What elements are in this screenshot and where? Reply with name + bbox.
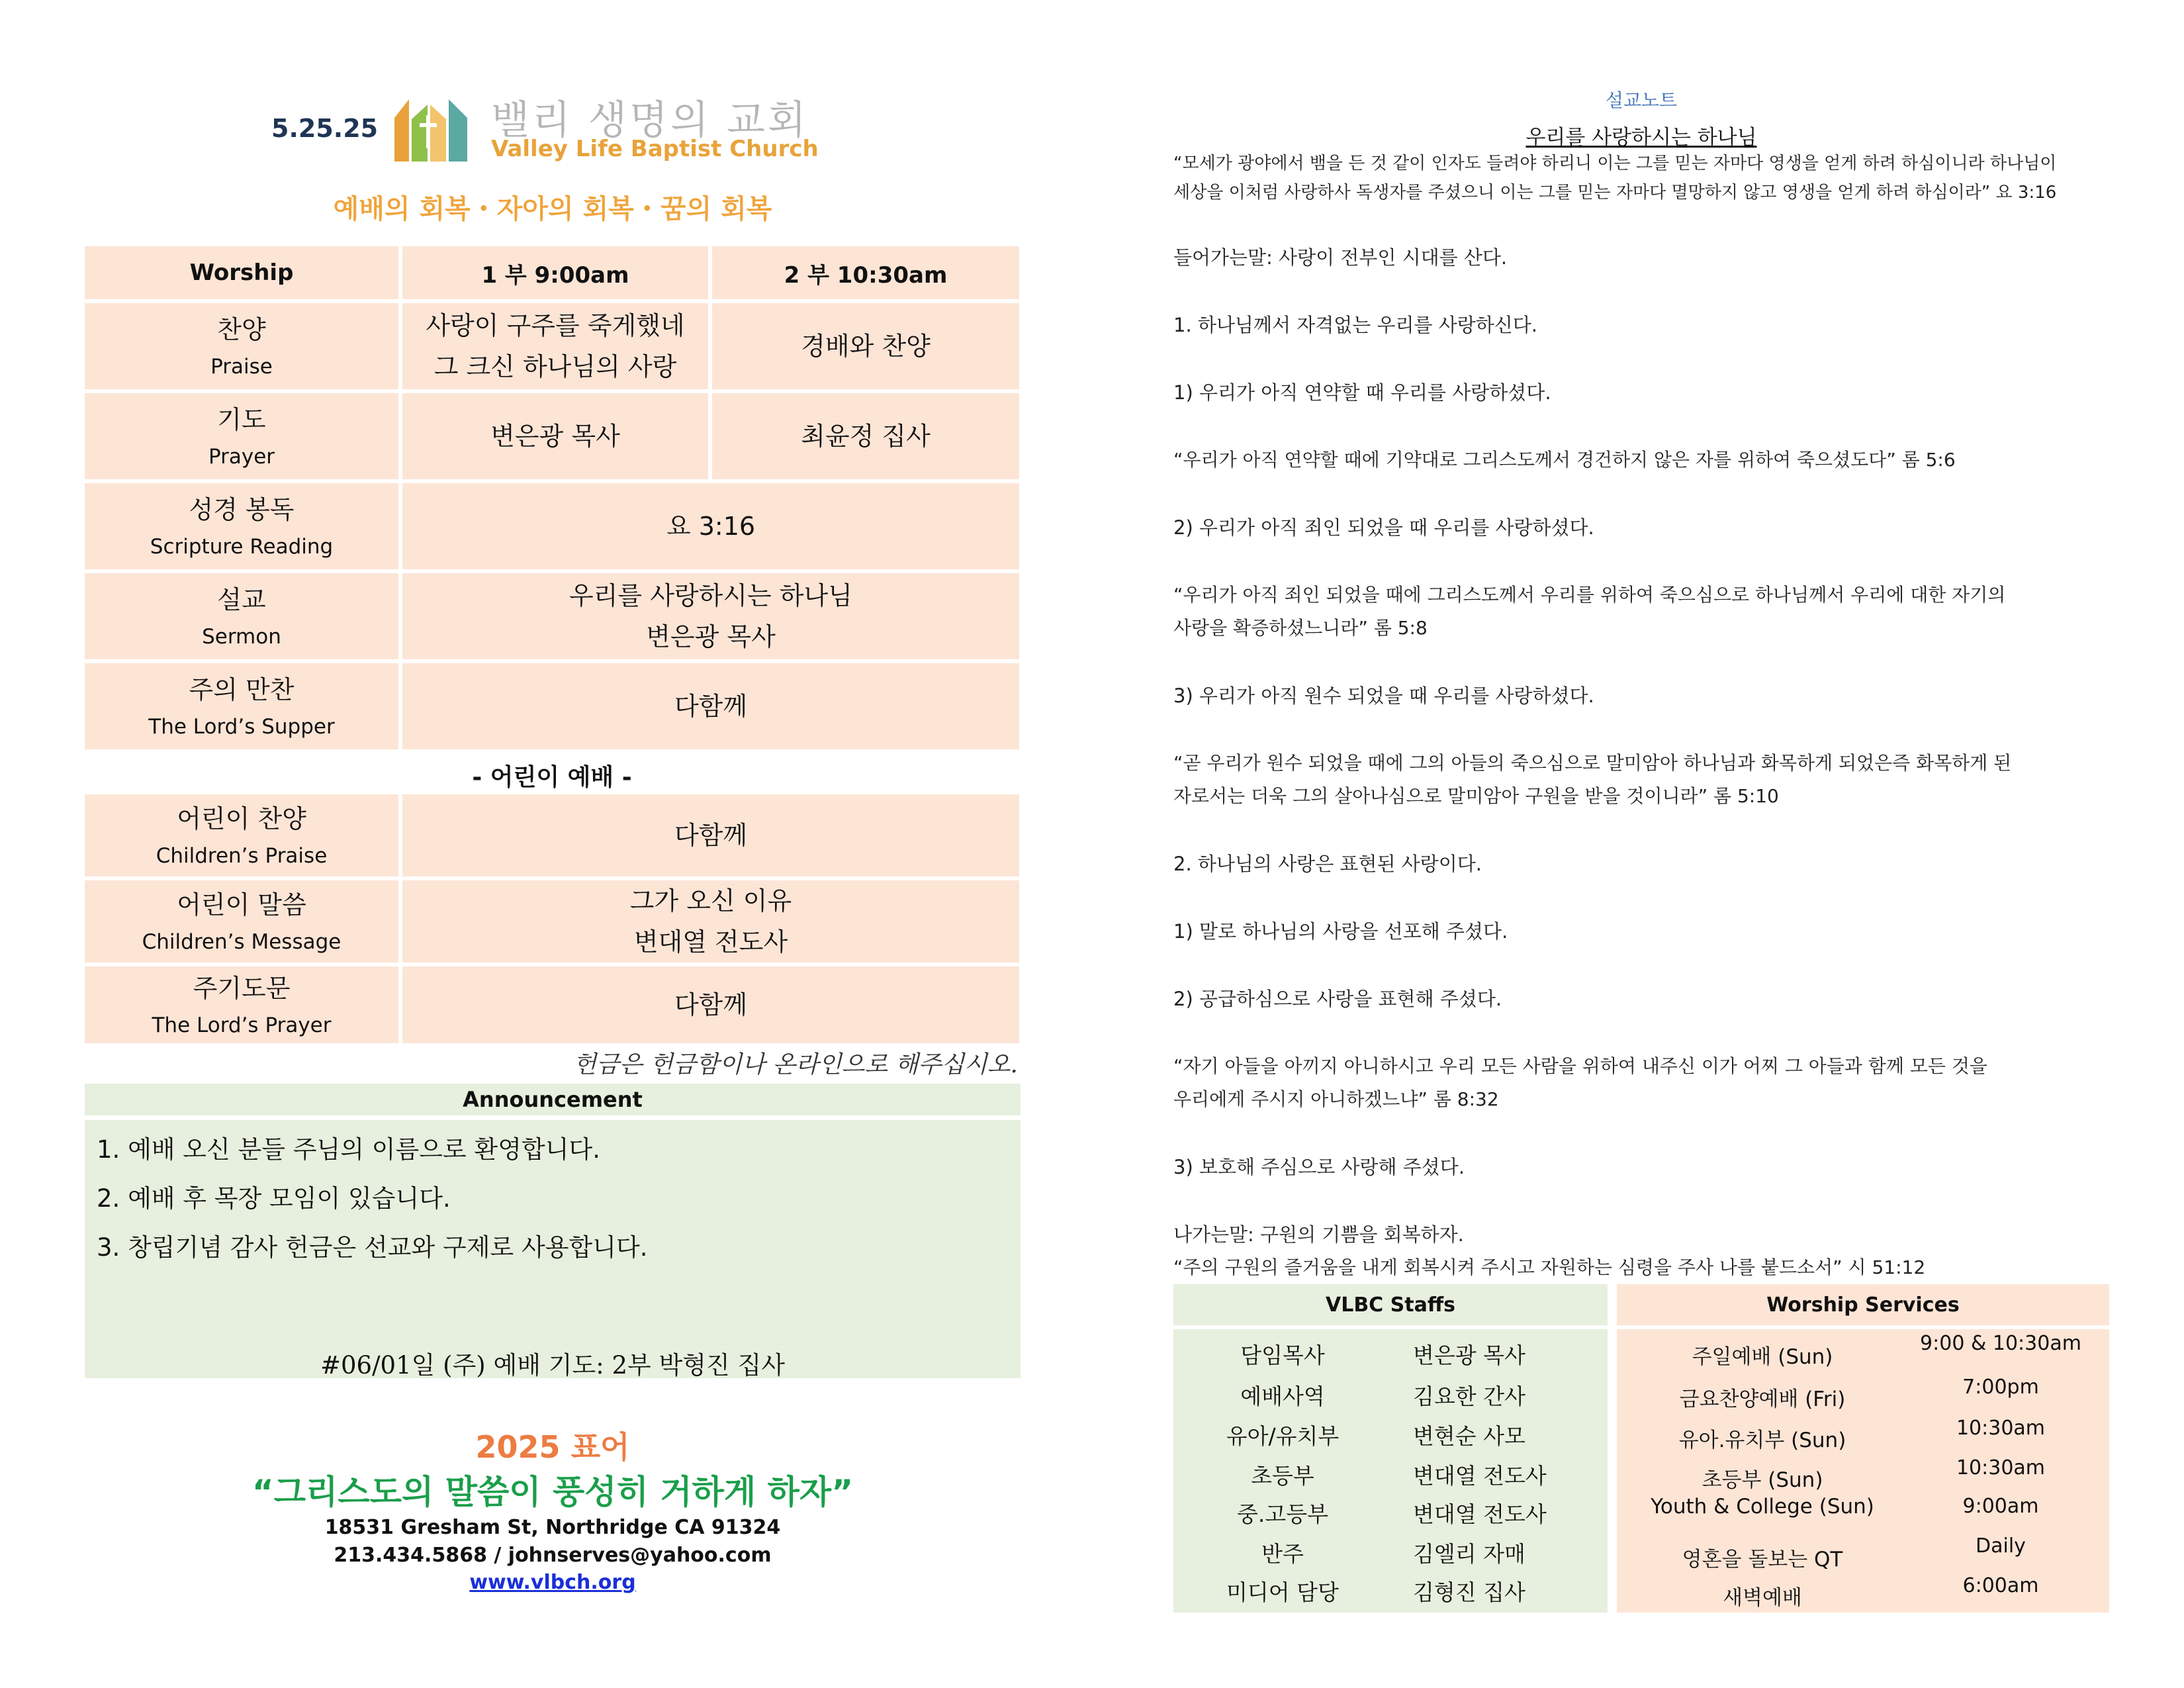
- church-address: 18531 Gresham St, Northridge CA 91324: [324, 1516, 781, 1539]
- services-list: [1617, 1329, 2109, 1613]
- service-time: 9:00 & 10:30am: [1920, 1332, 2081, 1355]
- note-line: 1) 말로 하나님의 사랑을 선포해 주셨다.: [1173, 920, 1508, 943]
- label-en: Children’s Praise: [156, 844, 328, 868]
- label-ko: 주의 만찬: [189, 675, 295, 704]
- label-en: Praise: [210, 355, 273, 379]
- note-line: “우리가 아직 연약할 때에 기약대로 그리스도께서 경건하지 않은 자를 위하여 죽으셨도다” 롬 5:6: [1173, 449, 1956, 471]
- note-line: 2) 공급하심으로 사랑을 표현해 주셨다.: [1173, 988, 1502, 1010]
- announcement-item: 3. 창립기념 감사 헌금은 선교와 구제로 사용합니다.: [97, 1233, 648, 1262]
- service-name: 금요찬양예배 (Fri): [1679, 1387, 1846, 1411]
- offering-note: 헌금은 헌금함이나 온라인으로 해주십시오.: [573, 1051, 1018, 1078]
- supper-value: 다함께: [674, 692, 748, 721]
- staff-role: 유아/유치부: [1226, 1423, 1340, 1449]
- children-praise-value-cell: [402, 794, 1019, 876]
- staff-name: 변대열 전도사: [1413, 1463, 1547, 1489]
- staff-role: 담임목사: [1240, 1342, 1325, 1368]
- staff-role: 예배사역: [1240, 1383, 1325, 1409]
- note-line: “자기 아들을 아끼지 아니하시고 우리 모든 사람을 위하여 내주신 이가 어찌 그 아들과 함께 모든 것을: [1173, 1055, 1987, 1077]
- service-time: 9:00am: [1962, 1495, 2039, 1518]
- label-en: Prayer: [208, 445, 275, 469]
- staff-name: 변은광 목사: [1413, 1342, 1525, 1368]
- scripture-value-cell: [402, 483, 1019, 569]
- worship-theme: 예배의 회복・자아의 회복・꿈의 회복: [333, 194, 772, 224]
- sermon-preacher: 변은광 목사: [646, 622, 776, 651]
- note-line: “우리가 아직 죄인 되었을 때에 그리스도께서 우리를 위하여 죽으심으로 하나님께서 우리에 대한 자기의: [1173, 584, 2006, 606]
- sermon-notes-label: 설교노트: [1605, 89, 1678, 111]
- children-message-title: 그가 오신 이유: [629, 886, 792, 915]
- staff-role: 반주: [1261, 1541, 1304, 1567]
- label-ko: 주기도문: [193, 974, 291, 1003]
- note-line: “모세가 광야에서 뱀을 든 것 같이 인자도 들려야 하리니 이는 그를 믿는 자마다 영생을 얻게 하려 하심이니라 하나님이: [1173, 154, 2057, 173]
- church-motto: “그리스도의 말씀이 풍성히 거하게 하자”: [251, 1473, 854, 1511]
- note-line: 3) 보호해 주심으로 사랑해 주셨다.: [1173, 1156, 1465, 1178]
- table-header-first-service: 1 부 9:00am: [402, 246, 708, 299]
- service-time: 10:30am: [1956, 1456, 2046, 1479]
- lords-prayer-value: 다함께: [674, 990, 748, 1019]
- announcement-item: 2. 예배 후 목장 모임이 있습니다.: [97, 1184, 451, 1213]
- note-line: “곧 우리가 원수 되었을 때에 그의 아들의 죽으심으로 말미암아 하나님과 화목하게 되었은즉 화목하게 된: [1173, 752, 2012, 774]
- table-row-lords-prayer-label: [85, 966, 398, 1043]
- note-line: 3) 우리가 아직 원수 되었을 때 우리를 사랑하셨다.: [1173, 684, 1594, 707]
- label-ko: 설교: [217, 585, 266, 614]
- note-line: 나가는말: 구원의 기쁨을 회복하자.: [1173, 1223, 1464, 1246]
- prayer-first-value: 변은광 목사: [490, 422, 620, 451]
- table-row-supper-label: [85, 663, 398, 749]
- label-en: The Lord’s Supper: [148, 715, 335, 739]
- announcement-header: Announcement: [85, 1084, 1021, 1115]
- service-name: 유아.유치부 (Sun): [1678, 1429, 1846, 1452]
- sermon-value-cell: [402, 573, 1019, 659]
- children-message-speaker: 변대열 전도사: [633, 927, 788, 957]
- table-header-worship: Worship: [85, 246, 398, 299]
- praise-second-value: 경배와 찬양: [801, 332, 931, 361]
- staff-name: 변현순 사모: [1413, 1423, 1525, 1449]
- sermon-notes-title: 우리를 사랑하시는 하나님: [1525, 126, 1757, 150]
- label-ko: 성경 봉독: [189, 495, 295, 524]
- service-time: Daily: [1976, 1534, 2026, 1558]
- label-en: The Lord’s Prayer: [152, 1013, 332, 1037]
- label-ko: 어린이 말씀: [177, 890, 306, 919]
- praise-first-service: [402, 303, 708, 389]
- prayer-second-service: [712, 393, 1019, 479]
- staff-name: 김요한 간사: [1413, 1383, 1525, 1409]
- note-line: 들어가는말: 사랑이 전부인 시대를 산다.: [1173, 246, 1508, 269]
- prayer-second-value: 최윤정 집사: [801, 422, 931, 451]
- staff-role: 초등부: [1251, 1463, 1314, 1489]
- service-time: 6:00am: [1962, 1574, 2039, 1597]
- church-logo: [389, 93, 473, 164]
- next-week-prayer-note: #06/01일 (주) 예배 기도: 2부 박형진 집사: [320, 1351, 785, 1380]
- service-name: 영혼을 돌보는 QT: [1682, 1548, 1843, 1571]
- church-website-link[interactable]: www.vlbch.org: [469, 1571, 636, 1594]
- children-worship-title: - 어린이 예배 -: [472, 764, 632, 791]
- praise-song-2: 그 크신 하나님의 사랑: [433, 352, 677, 381]
- prayer-first-service: [402, 393, 708, 479]
- supper-value-cell: [402, 663, 1019, 749]
- staff-name: 김형진 집사: [1413, 1579, 1525, 1605]
- praise-song-1: 사랑이 구주를 죽게했네: [426, 311, 685, 340]
- staff-list: [1173, 1329, 1608, 1613]
- announcement-item: 1. 예배 오신 분들 주님의 이름으로 환영합니다.: [97, 1135, 600, 1164]
- staff-role: 중.고등부: [1236, 1501, 1328, 1527]
- label-ko: 어린이 찬양: [177, 804, 306, 833]
- scripture-reference: 요 3:16: [666, 512, 756, 541]
- service-name: 초등부 (Sun): [1702, 1468, 1823, 1492]
- table-row-children-message-label: [85, 880, 398, 962]
- sermon-title: 우리를 사랑하시는 하나님: [569, 581, 852, 610]
- staff-name: 변대열 전도사: [1413, 1501, 1547, 1527]
- label-en: Children’s Message: [142, 930, 341, 954]
- motto-year: 2025 표어: [475, 1429, 630, 1465]
- label-ko: 찬양: [217, 315, 266, 344]
- table-row-sermon-label: [85, 573, 398, 659]
- children-message-value-cell: [402, 880, 1019, 962]
- table-row-praise-label: [85, 303, 398, 389]
- church-name-english: Valley Life Baptist Church: [491, 136, 819, 162]
- note-line: 1. 하나님께서 자격없는 우리를 사랑하신다.: [1173, 314, 1537, 336]
- note-line: 1) 우리가 아직 연약할 때 우리를 사랑하셨다.: [1173, 381, 1551, 404]
- church-contact: 213.434.5868 / johnserves@yahoo.com: [334, 1544, 772, 1567]
- services-header: Worship Services: [1617, 1284, 2109, 1325]
- note-line: “주의 구원의 즐거움을 내게 회복시켜 주시고 자원하는 심령을 주사 나를 붙드소서” 시 51:12: [1173, 1256, 1926, 1278]
- note-line: 2. 하나님의 사랑은 표현된 사랑이다.: [1173, 853, 1482, 875]
- note-line: 2) 우리가 아직 죄인 되었을 때 우리를 사랑하셨다.: [1173, 516, 1594, 539]
- staff-role: 미디어 담당: [1226, 1579, 1339, 1605]
- note-line: 세상을 이처럼 사랑하사 독생자를 주셨으니 이는 그를 믿는 자마다 멸망하지 않고 영생을 얻게 하려 하심이라” 요 3:16: [1173, 183, 2057, 203]
- table-row-scripture-label: [85, 483, 398, 569]
- label-en: Sermon: [202, 625, 281, 649]
- church-name-korean: 밸리 생명의 교회: [491, 97, 809, 144]
- staff-header: VLBC Staffs: [1173, 1284, 1608, 1325]
- table-header-second-service: 2 부 10:30am: [712, 246, 1019, 299]
- service-time: 10:30am: [1956, 1417, 2046, 1440]
- lords-prayer-value-cell: [402, 966, 1019, 1043]
- bulletin-date: 5.25.25: [271, 114, 379, 143]
- note-line: 자로서는 더욱 그의 살아나심으로 말미암아 구원을 받을 것이니라” 롬 5:10: [1173, 785, 1779, 807]
- label-ko: 기도: [217, 405, 266, 434]
- service-name: Youth & College (Sun): [1651, 1495, 1874, 1519]
- announcement-body: [85, 1120, 1021, 1378]
- children-praise-value: 다함께: [674, 821, 748, 850]
- note-line: 사랑을 확증하셨느니라” 롬 5:8: [1173, 617, 1428, 639]
- staff-name: 김엘리 자매: [1413, 1541, 1525, 1567]
- table-row-children-praise-label: [85, 794, 398, 876]
- service-name: 주일예배 (Sun): [1692, 1345, 1833, 1369]
- service-name: 새벽예배: [1723, 1586, 1802, 1610]
- table-row-prayer-label: [85, 393, 398, 479]
- praise-second-service: [712, 303, 1019, 389]
- note-line: 우리에게 주시지 아니하겠느냐” 롬 8:32: [1173, 1088, 1499, 1110]
- label-en: Scripture Reading: [150, 535, 334, 559]
- service-time: 7:00pm: [1962, 1376, 2039, 1399]
